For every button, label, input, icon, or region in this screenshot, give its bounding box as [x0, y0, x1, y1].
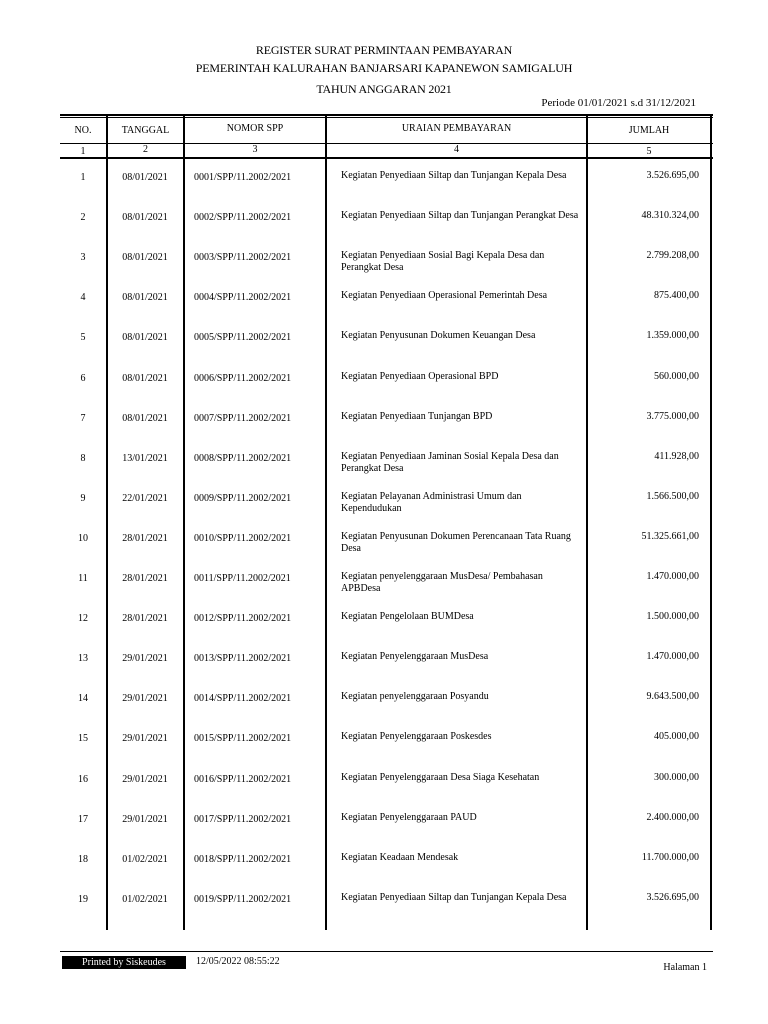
- row-jumlah: 1.500.000,00: [646, 611, 699, 622]
- row-jumlah: 875.400,00: [654, 290, 699, 301]
- col-divider-3: [325, 114, 327, 930]
- row-tanggal: 01/02/2021: [122, 894, 168, 905]
- printed-timestamp: 12/05/2022 08:55:22: [196, 956, 280, 967]
- row-nomor-spp: 0010/SPP/11.2002/2021: [194, 533, 292, 544]
- col-header-nomor-spp: NOMOR SPP: [226, 123, 284, 134]
- report-title: REGISTER SURAT PERMINTAAN PEMBAYARAN: [255, 43, 513, 57]
- row-uraian: Kegiatan Penyelenggaraan PAUD: [341, 812, 477, 823]
- row-no: 10: [78, 533, 88, 544]
- row-no: 1: [80, 172, 86, 183]
- row-no: 11: [78, 573, 88, 584]
- row-no: 7: [80, 413, 86, 424]
- row-tanggal: 01/02/2021: [122, 854, 168, 865]
- row-uraian: Kegiatan Penyediaan Sosial Bagi Kepala Desa dan Perangkat Desa: [341, 250, 545, 273]
- table-top-border-inner: [60, 117, 713, 118]
- col-number-5: 5: [646, 146, 652, 157]
- row-nomor-spp: 0012/SPP/11.2002/2021: [194, 613, 292, 624]
- row-nomor-spp: 0007/SPP/11.2002/2021: [194, 413, 292, 424]
- row-uraian: Kegiatan Penyelenggaraan MusDesa: [341, 651, 489, 662]
- row-jumlah: 560.000,00: [654, 371, 699, 382]
- row-jumlah: 9.643.500,00: [646, 691, 699, 702]
- report-period: Periode 01/01/2021 s.d 31/12/2021: [541, 97, 696, 109]
- row-tanggal: 29/01/2021: [122, 653, 168, 664]
- row-uraian: Kegiatan penyelenggaraan MusDesa/ Pembahasan APBDesa: [341, 571, 543, 594]
- row-uraian: Kegiatan Penyusunan Dokumen Keuangan Desa: [341, 330, 536, 341]
- row-jumlah: 1.566.500,00: [646, 491, 699, 502]
- row-no: 16: [78, 774, 88, 785]
- row-tanggal: 08/01/2021: [122, 212, 168, 223]
- row-no: 4: [80, 292, 86, 303]
- col-number-4: 4: [454, 144, 459, 155]
- row-jumlah: 3.775.000,00: [646, 411, 699, 422]
- row-tanggal: 08/01/2021: [122, 292, 168, 303]
- row-nomor-spp: 0016/SPP/11.2002/2021: [194, 774, 292, 785]
- row-uraian: Kegiatan Penyediaan Operasional BPD: [341, 371, 499, 382]
- row-tanggal: 29/01/2021: [122, 814, 168, 825]
- row-uraian: Kegiatan Penyediaan Jaminan Sosial Kepala Desa dan Perangkat Desa: [341, 451, 559, 474]
- col-header-jumlah: JUMLAH: [628, 125, 670, 136]
- row-nomor-spp: 0017/SPP/11.2002/2021: [194, 814, 292, 825]
- row-nomor-spp: 0001/SPP/11.2002/2021: [194, 172, 292, 183]
- row-uraian: Kegiatan Penyediaan Tunjangan BPD: [341, 411, 493, 422]
- col-header-tanggal: TANGGAL: [121, 125, 170, 136]
- row-no: 8: [80, 453, 86, 464]
- row-tanggal: 22/01/2021: [122, 493, 168, 504]
- row-no: 17: [78, 814, 88, 825]
- row-jumlah: 51.325.661,00: [641, 531, 699, 542]
- row-jumlah: 1.359.000,00: [646, 330, 699, 341]
- col-number-1: 1: [80, 146, 86, 157]
- row-jumlah: 1.470.000,00: [646, 571, 699, 582]
- row-tanggal: 13/01/2021: [122, 453, 168, 464]
- row-uraian: Kegiatan Keadaan Mendesak: [341, 852, 459, 863]
- row-jumlah: 405.000,00: [654, 731, 699, 742]
- row-tanggal: 28/01/2021: [122, 573, 168, 584]
- row-no: 3: [80, 252, 86, 263]
- row-nomor-spp: 0019/SPP/11.2002/2021: [194, 894, 292, 905]
- row-no: 15: [78, 733, 88, 744]
- row-nomor-spp: 0013/SPP/11.2002/2021: [194, 653, 292, 664]
- row-no: 5: [80, 332, 86, 343]
- row-uraian: Kegiatan Penyediaan Siltap dan Tunjangan Perangkat Desa: [341, 210, 579, 221]
- row-no: 13: [78, 653, 88, 664]
- row-jumlah: 1.470.000,00: [646, 651, 699, 662]
- row-tanggal: 29/01/2021: [122, 693, 168, 704]
- row-tanggal: 28/01/2021: [122, 533, 168, 544]
- row-tanggal: 08/01/2021: [122, 373, 168, 384]
- row-jumlah: 48.310.324,00: [641, 210, 699, 221]
- row-jumlah: 2.799.208,00: [646, 250, 699, 261]
- row-uraian: Kegiatan Penyelenggaraan Desa Siaga Kesehatan: [341, 772, 540, 783]
- row-nomor-spp: 0011/SPP/11.2002/2021: [194, 573, 291, 584]
- row-uraian: Kegiatan Penyediaan Siltap dan Tunjangan Kepala Desa: [341, 892, 567, 903]
- row-nomor-spp: 0018/SPP/11.2002/2021: [194, 854, 292, 865]
- row-nomor-spp: 0003/SPP/11.2002/2021: [194, 252, 292, 263]
- header-bottom-border: [60, 157, 713, 159]
- row-no: 18: [78, 854, 88, 865]
- row-jumlah: 11.700.000,00: [641, 852, 699, 863]
- col-divider-1: [106, 114, 108, 930]
- row-uraian: Kegiatan Pelayanan Administrasi Umum dan Kependudukan: [341, 491, 522, 514]
- row-uraian: Kegiatan penyelenggaraan Posyandu: [341, 691, 489, 702]
- report-subtitle: PEMERINTAH KALURAHAN BANJARSARI KAPANEWON SAMIGALUH: [195, 61, 573, 75]
- row-uraian: Kegiatan Penyelenggaraan Poskesdes: [341, 731, 492, 742]
- row-jumlah: 411.928,00: [654, 451, 699, 462]
- row-no: 6: [80, 373, 86, 384]
- row-nomor-spp: 0014/SPP/11.2002/2021: [194, 693, 292, 704]
- row-uraian: Kegiatan Penyediaan Operasional Pemerintah Desa: [341, 290, 548, 301]
- row-no: 12: [78, 613, 88, 624]
- row-nomor-spp: 0015/SPP/11.2002/2021: [194, 733, 292, 744]
- row-jumlah: 2.400.000,00: [646, 812, 699, 823]
- col-number-3: 3: [252, 144, 258, 155]
- row-tanggal: 29/01/2021: [122, 733, 168, 744]
- row-nomor-spp: 0002/SPP/11.2002/2021: [194, 212, 292, 223]
- footer-divider: [60, 951, 713, 952]
- row-tanggal: 29/01/2021: [122, 774, 168, 785]
- row-tanggal: 08/01/2021: [122, 252, 168, 263]
- col-divider-2: [183, 114, 185, 930]
- row-nomor-spp: 0008/SPP/11.2002/2021: [194, 453, 292, 464]
- col-divider-4: [586, 114, 588, 930]
- row-jumlah: 3.526.695,00: [646, 892, 699, 903]
- col-divider-5: [710, 114, 712, 930]
- row-jumlah: 300.000,00: [654, 772, 699, 783]
- row-tanggal: 08/01/2021: [122, 332, 168, 343]
- col-header-no: NO.: [74, 125, 92, 136]
- row-nomor-spp: 0009/SPP/11.2002/2021: [194, 493, 292, 504]
- row-uraian: Kegiatan Penyusunan Dokumen Perencanaan Tata Ruang Desa: [341, 531, 571, 554]
- row-tanggal: 28/01/2021: [122, 613, 168, 624]
- row-uraian: Kegiatan Pengelolaan BUMDesa: [341, 611, 474, 622]
- row-nomor-spp: 0004/SPP/11.2002/2021: [194, 292, 292, 303]
- row-nomor-spp: 0006/SPP/11.2002/2021: [194, 373, 292, 384]
- row-no: 9: [80, 493, 86, 504]
- table-top-border: [60, 114, 713, 116]
- row-uraian: Kegiatan Penyediaan Siltap dan Tunjangan Kepala Desa: [341, 170, 567, 181]
- report-year: TAHUN ANGGARAN 2021: [316, 82, 452, 96]
- col-number-2: 2: [143, 144, 148, 155]
- row-nomor-spp: 0005/SPP/11.2002/2021: [194, 332, 292, 343]
- col-header-uraian: URAIAN PEMBAYARAN: [401, 123, 512, 134]
- printed-by-label: Printed by Siskeudes: [62, 956, 186, 969]
- row-no: 2: [80, 212, 86, 223]
- row-jumlah: 3.526.695,00: [646, 170, 699, 181]
- row-no: 14: [78, 693, 88, 704]
- row-no: 19: [78, 894, 88, 905]
- row-tanggal: 08/01/2021: [122, 413, 168, 424]
- row-tanggal: 08/01/2021: [122, 172, 168, 183]
- page-number: Halaman 1: [663, 962, 707, 973]
